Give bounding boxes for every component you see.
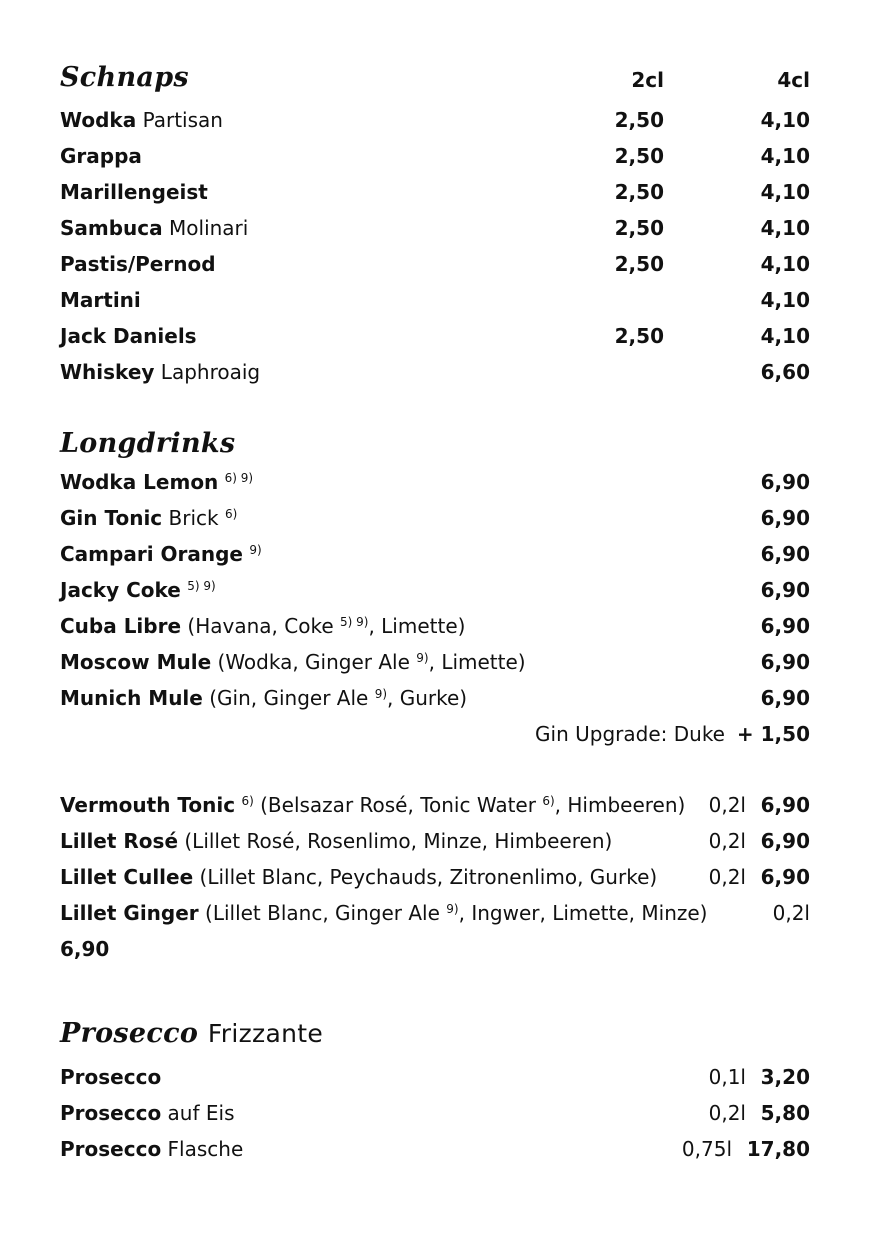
item-detail: , Ingwer, Limette, Minze) [458, 901, 708, 925]
menu-item-wrap [60, 931, 810, 967]
price-4cl: 4,10 [760, 324, 810, 348]
price-4cl: 4,10 [760, 144, 810, 168]
item-name: Vermouth Tonic [60, 793, 236, 817]
longdrinks-heading: Longdrinks [60, 428, 236, 459]
menu-item [60, 1059, 810, 1095]
prosecco-subtitle: Frizzante [207, 1019, 323, 1048]
menu-item [60, 282, 810, 318]
prosecco-title: Prosecco [60, 1018, 199, 1049]
menu-item [60, 680, 810, 716]
price-2cl: 2,50 [614, 216, 664, 240]
allergen-note: 9) [446, 902, 459, 916]
prosecco-heading [60, 1018, 323, 1050]
item-detail: Brick [168, 506, 219, 530]
allergen-note: 6) 9) [224, 471, 254, 485]
item-volume: 0,2l [708, 793, 746, 817]
item-detail: (Gin, Ginger Ale [209, 686, 369, 710]
item-volume: 0,1l [708, 1065, 746, 1089]
item-price: 6,90 [760, 542, 810, 566]
menu-item [60, 1131, 810, 1167]
item-price: 6,90 [760, 578, 810, 602]
menu-item [60, 464, 810, 500]
item-detail: Flasche [167, 1137, 244, 1161]
upgrade-price: + 1,50 [736, 722, 810, 746]
item-price: 6,90 [60, 937, 110, 961]
price-4cl: 4,10 [760, 288, 810, 312]
item-name: Cuba Libre [60, 614, 182, 638]
menu-item [60, 500, 810, 536]
item-detail: (Lillet Blanc, Ginger Ale [205, 901, 440, 925]
item-price: 6,90 [760, 829, 810, 853]
item-name: Whiskey [60, 360, 155, 384]
item-detail: , Gurke) [387, 686, 468, 710]
item-volume: 0,2l [708, 865, 746, 889]
item-detail: auf Eis [167, 1101, 235, 1125]
menu-item [60, 572, 810, 608]
item-name: Gin Tonic [60, 506, 163, 530]
allergen-note: 5) 9) [339, 615, 369, 629]
item-price: 6,90 [760, 650, 810, 674]
schnaps-heading: Schnaps [60, 62, 189, 93]
menu-item [60, 246, 810, 282]
price-4cl: 6,60 [760, 360, 810, 384]
price-4cl: 4,10 [760, 252, 810, 276]
item-name: Grappa [60, 144, 142, 168]
menu-item [60, 1095, 810, 1131]
item-detail: Molinari [169, 216, 249, 240]
item-name: Jack Daniels [60, 324, 197, 348]
item-detail: Partisan [142, 108, 223, 132]
item-price: 5,80 [760, 1101, 810, 1125]
item-name: Sambuca [60, 216, 163, 240]
item-name: Lillet Cullee [60, 865, 194, 889]
allergen-note: 6) [241, 794, 254, 808]
item-detail: , Himbeeren) [554, 793, 686, 817]
menu-item [60, 210, 810, 246]
menu-page [60, 0, 810, 1242]
price-2cl: 2,50 [614, 324, 664, 348]
allergen-note: 6) [542, 794, 555, 808]
price-2cl: 2,50 [614, 252, 664, 276]
item-price: 6,90 [760, 793, 810, 817]
item-detail: (Belsazar Rosé, Tonic Water [260, 793, 536, 817]
allergen-note: 5) 9) [187, 579, 216, 593]
item-price: 3,20 [760, 1065, 810, 1089]
item-price: 6,90 [760, 686, 810, 710]
gin-upgrade-row [60, 716, 810, 752]
item-name: Lillet Ginger [60, 901, 199, 925]
item-name: Wodka Lemon [60, 470, 219, 494]
menu-item [60, 787, 810, 823]
item-detail: (Lillet Rosé, Rosenlimo, Minze, Himbeeren) [184, 829, 613, 853]
item-name: Prosecco [60, 1065, 162, 1089]
menu-item [60, 644, 810, 680]
item-detail: (Lillet Blanc, Peychauds, Zitronenlimo, Gurke) [199, 865, 658, 889]
item-volume: 0,2l [772, 901, 810, 925]
price-4cl: 4,10 [760, 108, 810, 132]
item-volume: 0,75l [681, 1137, 732, 1161]
item-name: Wodka [60, 108, 137, 132]
price-4cl: 4,10 [760, 180, 810, 204]
menu-item [60, 138, 810, 174]
allergen-note: 9) [374, 687, 388, 701]
item-detail: (Wodka, Ginger Ale [217, 650, 410, 674]
item-volume: 0,2l [708, 1101, 746, 1125]
item-name: Campari Orange [60, 542, 243, 566]
item-volume: 0,2l [708, 829, 746, 853]
menu-item [60, 102, 810, 138]
price-2cl: 2,50 [614, 180, 664, 204]
item-price: 6,90 [760, 865, 810, 889]
item-name: Moscow Mule [60, 650, 212, 674]
menu-item [60, 895, 810, 931]
menu-item [60, 318, 810, 354]
price-4cl: 4,10 [760, 216, 810, 240]
menu-item [60, 608, 810, 644]
item-detail: , Limette) [428, 650, 526, 674]
item-name: Martini [60, 288, 141, 312]
menu-item [60, 536, 810, 572]
allergen-note: 9) [416, 651, 429, 665]
item-price: 17,80 [746, 1137, 810, 1161]
item-name: Munich Mule [60, 686, 203, 710]
col-header-4cl: 4cl [777, 68, 810, 92]
item-name: Lillet Rosé [60, 829, 179, 853]
item-price: 6,90 [760, 470, 810, 494]
col-header-2cl: 2cl [631, 68, 664, 92]
item-name: Prosecco [60, 1101, 162, 1125]
item-price: 6,90 [760, 614, 810, 638]
menu-item [60, 859, 810, 895]
menu-item [60, 174, 810, 210]
allergen-note: 6) [224, 507, 238, 521]
allergen-note: 9) [249, 543, 262, 557]
price-2cl: 2,50 [614, 108, 664, 132]
item-name: Jacky Coke [60, 578, 181, 602]
item-detail: (Havana, Coke [187, 614, 334, 638]
item-name: Marillengeist [60, 180, 208, 204]
upgrade-label: Gin Upgrade: Duke [535, 722, 725, 746]
menu-item [60, 823, 810, 859]
item-name: Prosecco [60, 1137, 162, 1161]
item-detail: , Limette) [368, 614, 466, 638]
item-detail: Laphroaig [160, 360, 261, 384]
item-name: Pastis/Pernod [60, 252, 216, 276]
price-2cl: 2,50 [614, 144, 664, 168]
item-price: 6,90 [760, 506, 810, 530]
menu-item [60, 354, 810, 390]
